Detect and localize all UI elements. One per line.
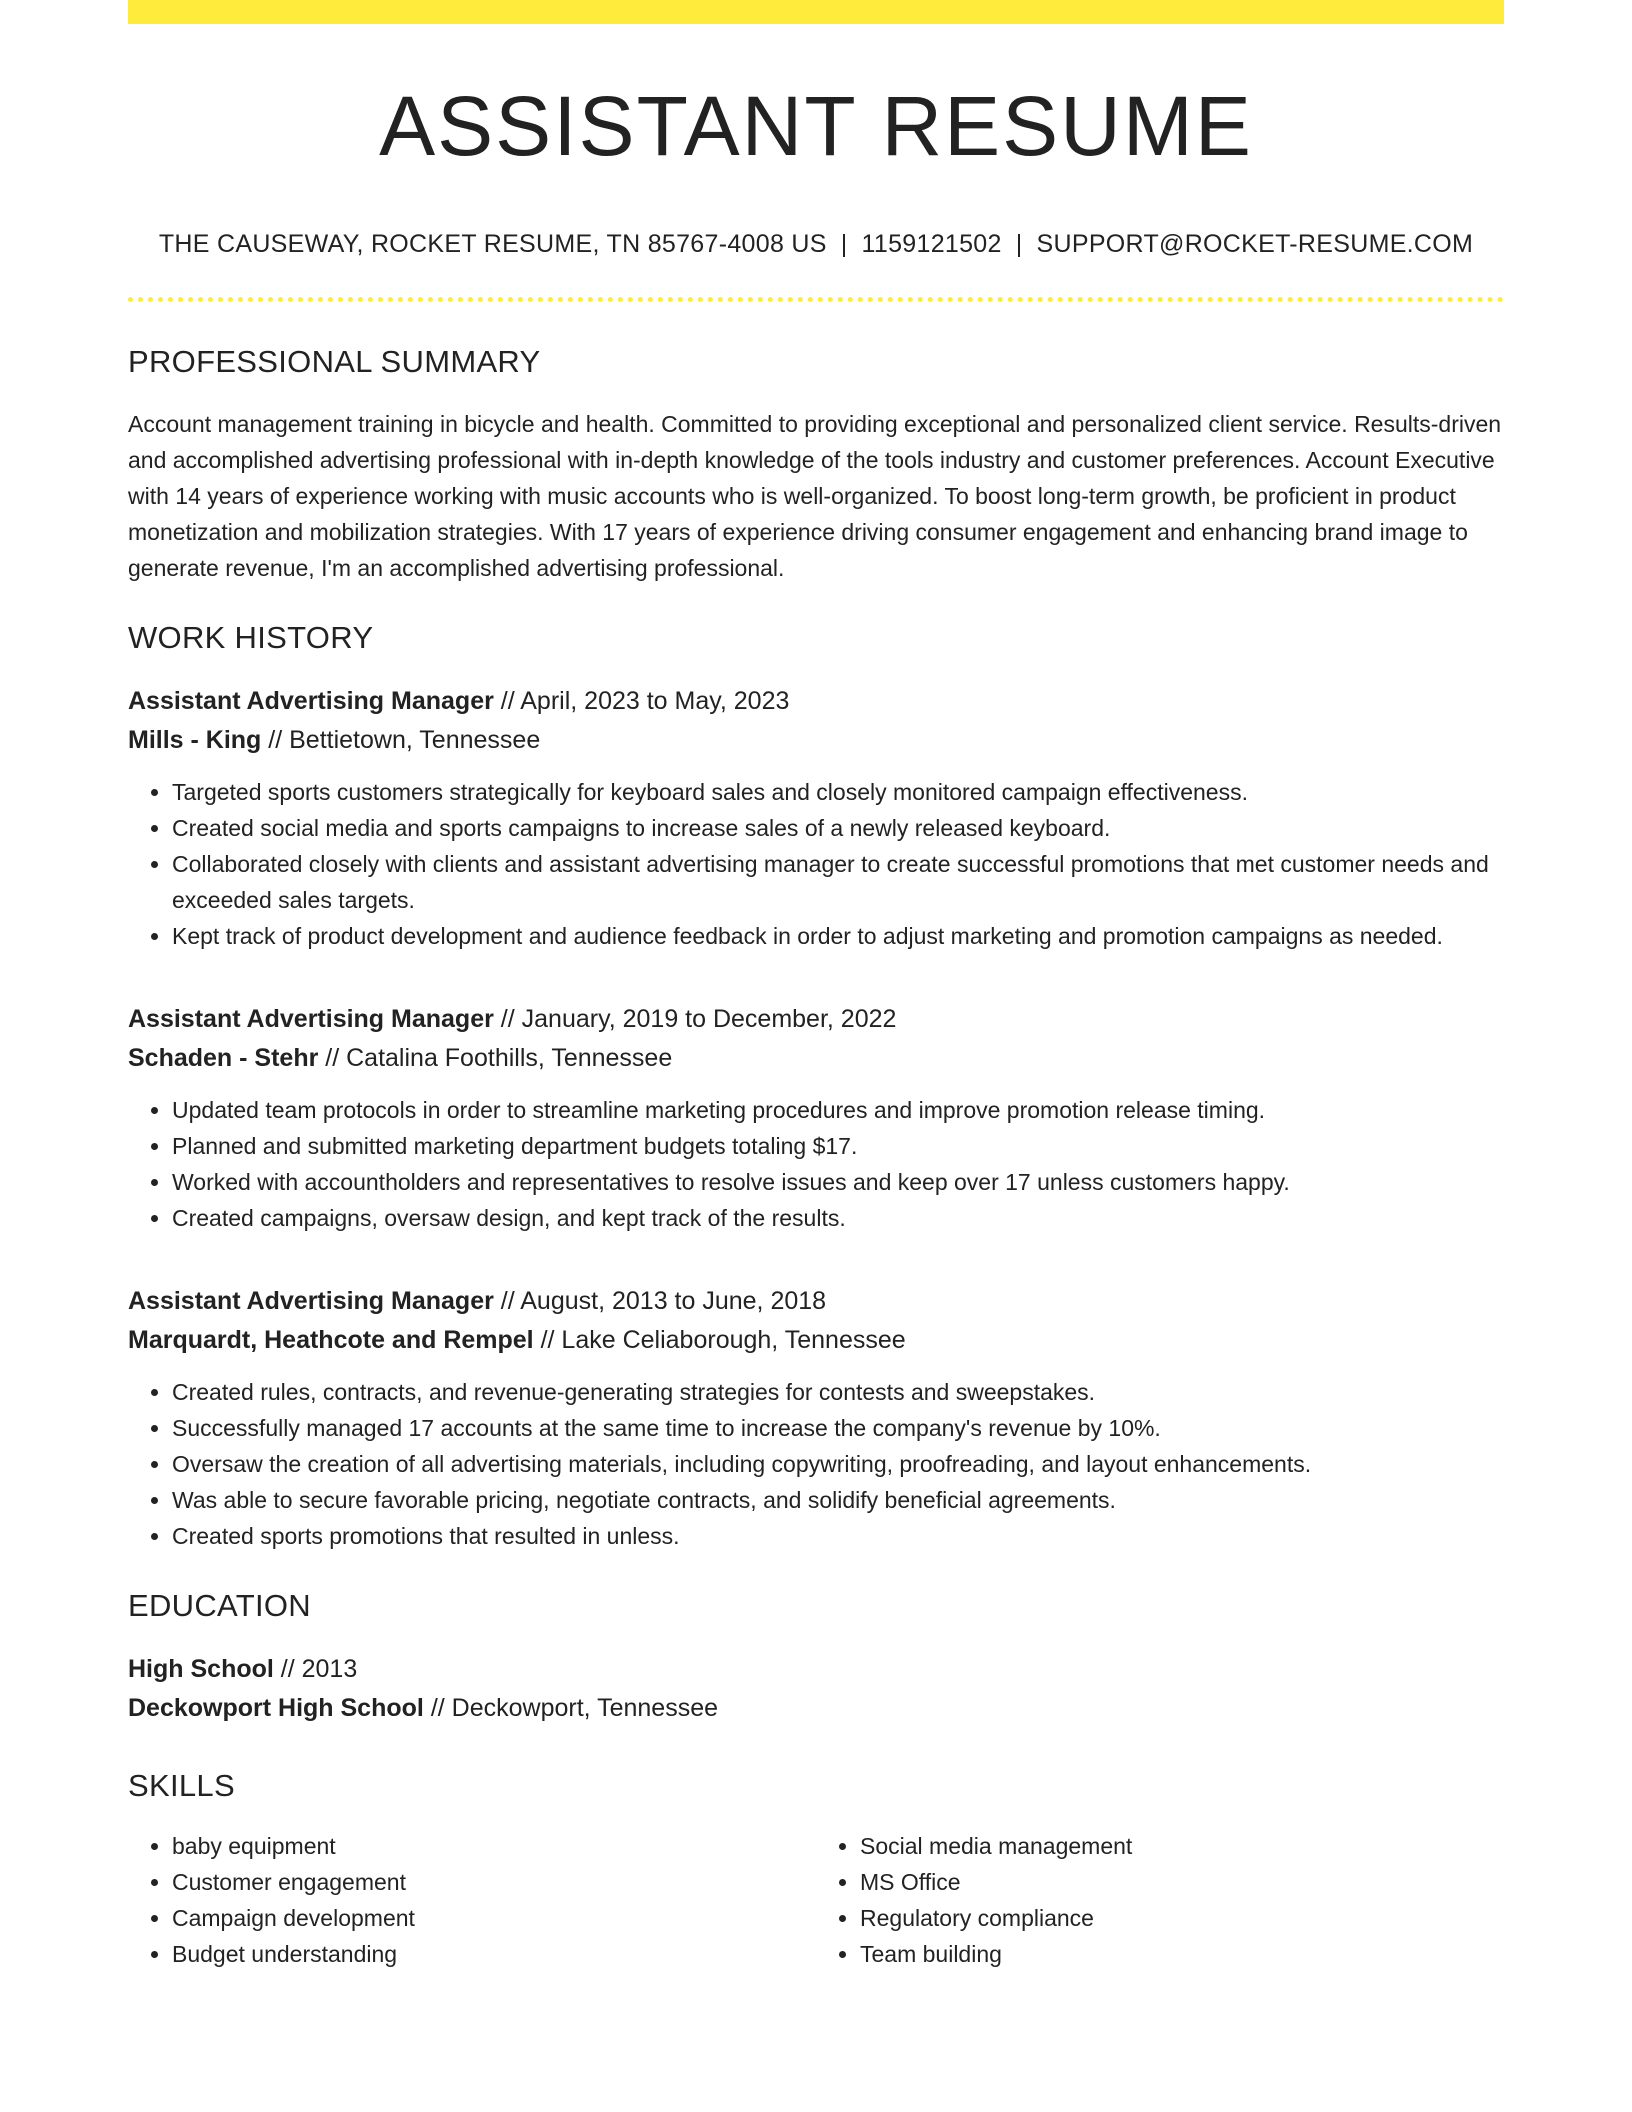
list-item: • Created social media and sports campaigns to increase sales of a newly released keyboard.: [172, 810, 1504, 846]
job-company-line: [128, 721, 1504, 760]
top-accent-bar: [128, 0, 1504, 24]
resume-title: ASSISTANT RESUME: [379, 79, 1253, 173]
job-entry: [128, 682, 1504, 954]
list-item: • Updated team protocols in order to streamline marketing procedures and improve promotion release timing.: [172, 1092, 1504, 1128]
list-item: • Was able to secure favorable pricing, negotiate contracts, and solidify beneficial agreements.: [172, 1482, 1504, 1518]
job-company: Schaden - Stehr: [128, 1044, 319, 1072]
education-degree: High School: [128, 1655, 274, 1683]
job-title-line: [128, 682, 1504, 721]
list-item: • Oversaw the creation of all advertising materials, including copywriting, proofreading, and layout enhancements.: [172, 1446, 1504, 1482]
job-location: // Catalina Foothills, Tennessee: [325, 1044, 673, 1072]
list-item: • Created campaigns, oversaw design, and kept track of the results.: [172, 1200, 1504, 1236]
list-item: • Planned and submitted marketing department budgets totaling $17.: [172, 1128, 1504, 1164]
skills-list-right: [816, 1828, 1504, 1972]
contact-address: THE CAUSEWAY, ROCKET RESUME, TN 85767-4008 US: [158, 230, 827, 258]
education-school-line: [128, 1689, 1504, 1728]
skill-item: • Customer engagement: [172, 1864, 816, 1900]
list-item: • Worked with accountholders and representatives to resolve issues and keep over 17 unless customers happy.: [172, 1164, 1504, 1200]
contact-phone: 1159121502: [861, 230, 1002, 258]
job-location: // Bettietown, Tennessee: [268, 726, 541, 754]
job-company-line: [128, 1321, 1504, 1360]
education-entry: [128, 1650, 1504, 1728]
skills-heading: SKILLS: [128, 1768, 235, 1803]
skill-item: • Regulatory compliance: [860, 1900, 1504, 1936]
list-item: • Collaborated closely with clients and assistant advertising manager to create successful promotions that met customer needs and exceeded sales targets.: [172, 846, 1504, 918]
skill-item: • baby equipment: [172, 1828, 816, 1864]
work-history-heading: WORK HISTORY: [128, 620, 374, 655]
job-dates: // April, 2023 to May, 2023: [500, 687, 790, 715]
job-location: // Lake Celiaborough, Tennessee: [540, 1326, 906, 1354]
skills-list-left: [128, 1828, 816, 1972]
education-location: // Deckowport, Tennessee: [430, 1694, 719, 1722]
job-dates: // January, 2019 to December, 2022: [500, 1005, 897, 1033]
skill-item: • Campaign development: [172, 1900, 816, 1936]
skill-item: • MS Office: [860, 1864, 1504, 1900]
skill-item: • Team building: [860, 1936, 1504, 1972]
job-bullets: [128, 1374, 1504, 1554]
job-bullets: [128, 1092, 1504, 1236]
education-school: Deckowport High School: [128, 1694, 424, 1722]
summary-text: Account management training in bicycle and health. Committed to providing exceptional and personalized client service. Results-driven and accomplished advertising professional with in-depth knowledge of the tools industry and customer preferences. Account Executive with 14 years of experience working with music accounts who is well-organized. To boost long-term growth, be proficient in product monetization and mobilization strategies. With 17 years of experience driving consumer engagement and enhancing brand image to generate revenue, I'm an accomplished advertising professional.: [128, 411, 1502, 581]
job-title: Assistant Advertising Manager: [128, 1287, 494, 1315]
job-company-line: [128, 1039, 1504, 1078]
job-title: Assistant Advertising Manager: [128, 687, 494, 715]
job-company: Mills - King: [128, 726, 262, 754]
contact-line: [128, 230, 1504, 259]
list-item: • Successfully managed 17 accounts at the same time to increase the company's revenue by 10%.: [172, 1410, 1504, 1446]
education-heading: EDUCATION: [128, 1588, 311, 1623]
dotted-divider: [128, 297, 1504, 302]
skills-columns: [128, 1828, 1504, 1972]
list-item: • Created rules, contracts, and revenue-generating strategies for contests and sweepstakes.: [172, 1374, 1504, 1410]
job-entry: [128, 1282, 1504, 1554]
summary-heading: PROFESSIONAL SUMMARY: [128, 344, 541, 379]
job-company: Marquardt, Heathcote and Rempel: [128, 1326, 534, 1354]
job-title: Assistant Advertising Manager: [128, 1005, 494, 1033]
job-bullets: [128, 774, 1504, 954]
education-degree-line: [128, 1650, 1504, 1689]
job-entry: [128, 1000, 1504, 1236]
education-year: // 2013: [280, 1655, 358, 1683]
job-dates: // August, 2013 to June, 2018: [500, 1287, 827, 1315]
job-title-line: [128, 1000, 1504, 1039]
resume-page: [128, 0, 1504, 1972]
contact-separator: |: [1015, 230, 1023, 258]
skill-item: • Social media management: [860, 1828, 1504, 1864]
list-item: • Created sports promotions that resulted in unless.: [172, 1518, 1504, 1554]
job-title-line: [128, 1282, 1504, 1321]
contact-separator: |: [840, 230, 848, 258]
contact-email[interactable]: SUPPORT@ROCKET-RESUME.COM: [1036, 230, 1474, 258]
skill-item: • Budget understanding: [172, 1936, 816, 1972]
list-item: • Targeted sports customers strategically for keyboard sales and closely monitored campaign effectiveness.: [172, 774, 1504, 810]
list-item: • Kept track of product development and audience feedback in order to adjust marketing and promotion campaigns as needed.: [172, 918, 1504, 954]
